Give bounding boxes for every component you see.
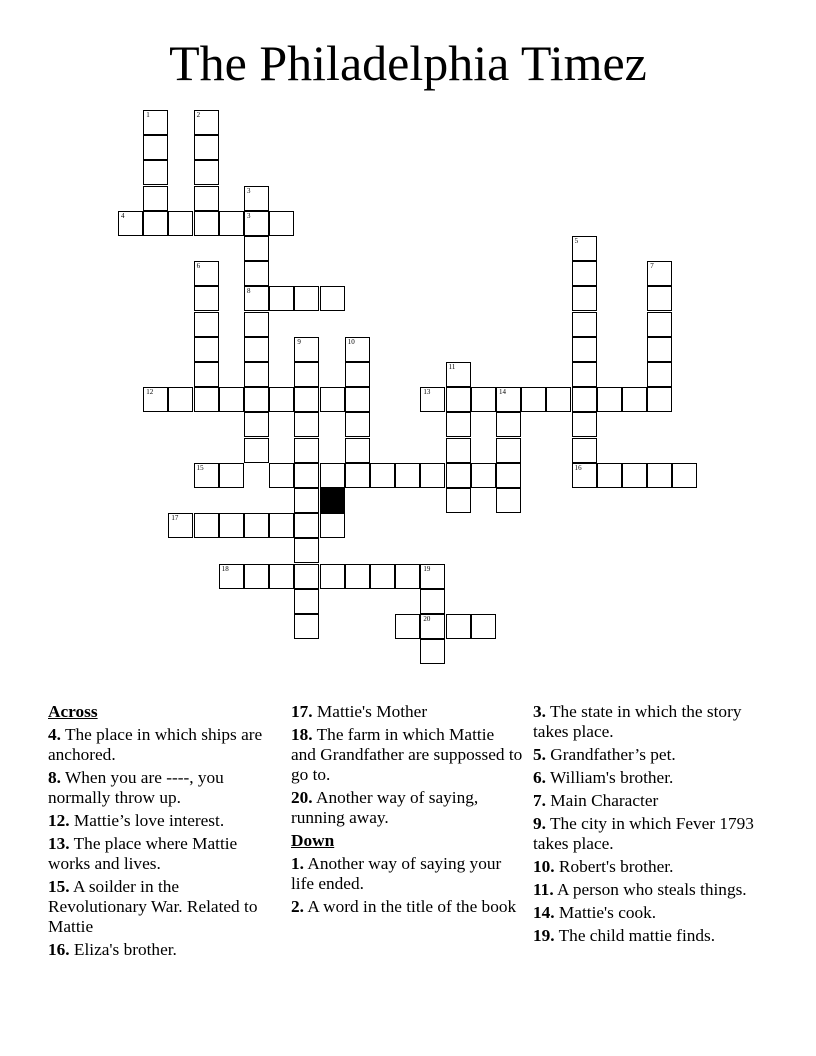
grid-cell[interactable] <box>572 312 597 337</box>
grid-cell[interactable] <box>294 412 319 437</box>
clue-text: The place in which ships are anchored. <box>48 725 263 764</box>
grid-cell[interactable] <box>647 312 672 337</box>
clue-number: 11 <box>448 363 456 371</box>
grid-cell[interactable] <box>446 438 471 463</box>
grid-cell[interactable] <box>446 463 471 488</box>
grid-cell[interactable] <box>622 463 647 488</box>
clue-item <box>533 768 773 788</box>
grid-cell[interactable] <box>597 463 622 488</box>
clue-number: 3 <box>247 211 251 220</box>
clue-number: 15 <box>196 463 204 472</box>
grid-cell[interactable] <box>496 488 521 513</box>
grid-cell[interactable] <box>420 387 445 412</box>
grid-cell[interactable] <box>194 211 219 236</box>
grid-cell[interactable] <box>546 387 571 412</box>
clue-item <box>533 880 773 900</box>
grid-cell[interactable] <box>572 438 597 463</box>
grid-cell[interactable] <box>471 387 496 412</box>
grid-cell[interactable] <box>294 564 319 589</box>
clue-text: Mattie’s love interest. <box>69 811 225 830</box>
grid-cell[interactable] <box>244 286 269 311</box>
grid-cell[interactable] <box>269 564 294 589</box>
clue-item <box>48 877 280 937</box>
grid-cell[interactable] <box>143 186 168 211</box>
grid-cell[interactable] <box>647 362 672 387</box>
clue-number-label: 4. <box>48 725 61 744</box>
grid-cell[interactable] <box>572 261 597 286</box>
grid-cell[interactable] <box>244 261 269 286</box>
grid-cell[interactable] <box>345 564 370 589</box>
grid-cell[interactable] <box>143 135 168 160</box>
grid-cell[interactable] <box>294 387 319 412</box>
grid-cell[interactable] <box>395 614 420 639</box>
clue-number-label: 6. <box>533 768 546 787</box>
clue-number-label: 9. <box>533 814 546 833</box>
grid-cell[interactable] <box>194 387 219 412</box>
grid-cell[interactable] <box>143 211 168 236</box>
grid-cell[interactable] <box>194 135 219 160</box>
clue-item <box>533 926 773 946</box>
clue-item <box>48 834 280 874</box>
grid-cell[interactable] <box>446 362 471 387</box>
grid-cell[interactable] <box>168 387 193 412</box>
clue-item <box>291 702 523 722</box>
grid-cell[interactable] <box>269 286 294 311</box>
clue-item <box>48 768 280 808</box>
clue-text: A soilder in the Revolutionary War. Related to Mattie <box>48 877 258 936</box>
grid-cell[interactable] <box>194 463 219 488</box>
clue-item <box>533 857 773 877</box>
clue-number: 4 <box>121 211 125 220</box>
clue-text: Mattie's cook. <box>554 903 657 922</box>
clue-number-label: 20. <box>291 788 313 807</box>
clue-number-label: 11. <box>533 880 554 899</box>
grid-cell[interactable] <box>647 261 672 286</box>
clue-item <box>291 788 523 828</box>
grid-cell[interactable] <box>294 438 319 463</box>
clue-number-label: 5. <box>533 745 546 764</box>
grid-cell[interactable] <box>118 211 143 236</box>
grid-cell[interactable] <box>194 160 219 185</box>
clue-item <box>291 725 523 785</box>
clue-number: 7 <box>650 262 654 271</box>
grid-cell[interactable] <box>294 463 319 488</box>
grid-cell[interactable] <box>420 589 445 614</box>
clue-number-label: 8. <box>48 768 61 787</box>
grid-cell[interactable] <box>244 438 269 463</box>
grid-cell[interactable] <box>572 236 597 261</box>
grid-cell[interactable] <box>320 564 345 589</box>
grid-cell[interactable] <box>395 463 420 488</box>
grid-cell[interactable] <box>345 463 370 488</box>
grid-cell[interactable] <box>168 513 193 538</box>
clue-item <box>533 702 773 742</box>
grid-cell[interactable] <box>521 387 546 412</box>
grid-cell[interactable] <box>446 387 471 412</box>
clue-text: A person who steals things. <box>553 880 747 899</box>
clue-number: 13 <box>423 388 431 397</box>
grid-cell[interactable] <box>294 362 319 387</box>
clue-text: The place where Mattie works and lives. <box>48 834 238 873</box>
clue-number: 2 <box>196 111 201 119</box>
clue-item <box>533 903 773 923</box>
clue-text: Eliza's brother. <box>69 940 177 959</box>
clues-column-1 <box>48 702 280 963</box>
clue-number-label: 17. <box>291 702 313 721</box>
clue-text: Robert's brother. <box>554 857 674 876</box>
grid-cell[interactable] <box>269 211 294 236</box>
down-heading: Down <box>291 831 335 850</box>
grid-cell[interactable] <box>194 362 219 387</box>
clue-number-label: 10. <box>533 857 555 876</box>
clue-number-label: 3. <box>533 702 546 721</box>
clue-number: 19 <box>423 564 431 573</box>
grid-cell[interactable] <box>572 337 597 362</box>
grid-cell[interactable] <box>194 110 219 135</box>
clue-number: 5 <box>574 237 579 245</box>
clue-number-label: 15. <box>48 877 70 896</box>
grid-cell[interactable] <box>420 614 445 639</box>
grid-cell[interactable] <box>143 110 168 135</box>
clue-number: 17 <box>171 514 179 523</box>
grid-cell[interactable] <box>244 513 269 538</box>
clue-number: 9 <box>297 337 301 346</box>
grid-cell[interactable] <box>294 538 319 563</box>
clue-number: 18 <box>221 564 229 573</box>
grid-cell[interactable] <box>194 186 219 211</box>
grid-cell[interactable] <box>496 412 521 437</box>
grid-cell[interactable] <box>647 463 672 488</box>
grid-cell[interactable] <box>244 236 269 261</box>
clue-text: Mattie's Mother <box>312 702 428 721</box>
clue-text: Main Character <box>545 791 659 810</box>
grid-cell[interactable] <box>320 513 345 538</box>
grid-cell[interactable] <box>194 513 219 538</box>
grid-cell[interactable] <box>496 438 521 463</box>
page-title: The Philadelphia Timez <box>169 35 647 91</box>
grid-cell[interactable] <box>194 312 219 337</box>
grid-cell[interactable] <box>647 286 672 311</box>
grid-cell[interactable] <box>244 211 269 236</box>
grid-cell[interactable] <box>345 387 370 412</box>
grid-cell[interactable] <box>320 387 345 412</box>
clue-number: 10 <box>347 337 355 346</box>
clue-text: Grandfather’s pet. <box>545 745 676 764</box>
clue-number: 6 <box>196 262 201 271</box>
clue-number: 16 <box>574 463 582 472</box>
grid-cell[interactable] <box>244 186 269 211</box>
grid-cell[interactable] <box>244 362 269 387</box>
grid-cell[interactable] <box>572 463 597 488</box>
grid-cell[interactable] <box>496 387 521 412</box>
grid-cell[interactable] <box>320 463 345 488</box>
grid-cell[interactable] <box>622 387 647 412</box>
grid-cell[interactable] <box>269 513 294 538</box>
clue-number-label: 12. <box>48 811 70 830</box>
grid-cell[interactable] <box>143 387 168 412</box>
clue-item <box>48 725 280 765</box>
grid-cell[interactable] <box>395 564 420 589</box>
grid-cell[interactable] <box>244 337 269 362</box>
grid-cell[interactable] <box>219 387 244 412</box>
grid-cell[interactable] <box>647 387 672 412</box>
grid-cell[interactable] <box>345 412 370 437</box>
grid-cell[interactable] <box>345 337 370 362</box>
clues-column-2 <box>291 702 523 920</box>
grid-cell[interactable] <box>244 412 269 437</box>
clue-number: 3 <box>247 186 251 195</box>
clue-number: 1 <box>146 111 150 119</box>
grid-cell[interactable] <box>370 564 395 589</box>
grid-cell[interactable] <box>294 614 319 639</box>
grid-cell[interactable] <box>294 286 319 311</box>
clue-item <box>48 940 280 960</box>
grid-cell[interactable] <box>194 261 219 286</box>
grid-cell[interactable] <box>219 463 244 488</box>
grid-cell[interactable] <box>345 362 370 387</box>
across-heading: Across <box>48 702 98 721</box>
grid-cell[interactable] <box>294 337 319 362</box>
grid-cell[interactable] <box>168 211 193 236</box>
grid-cell[interactable] <box>471 614 496 639</box>
clue-number-label: 7. <box>533 791 546 810</box>
grid-cell[interactable] <box>572 286 597 311</box>
grid-cell[interactable] <box>446 488 471 513</box>
clue-text: When you are ----, you normally throw up. <box>48 768 224 807</box>
clue-item <box>291 854 523 894</box>
clue-text: Another way of saying your life ended. <box>291 854 502 893</box>
grid-cell[interactable] <box>194 286 219 311</box>
grid-cell[interactable] <box>320 286 345 311</box>
clue-number-label: 18. <box>291 725 313 744</box>
grid-cell[interactable] <box>194 337 219 362</box>
grid-cell[interactable] <box>244 387 269 412</box>
blocked-cell <box>320 488 345 513</box>
clue-item <box>533 791 773 811</box>
clue-item <box>533 814 773 854</box>
clue-text: The child mattie finds. <box>554 926 716 945</box>
clue-text: The state in which the story takes place. <box>533 702 742 741</box>
clue-number: 8 <box>247 287 251 296</box>
grid-cell[interactable] <box>244 312 269 337</box>
grid-cell[interactable] <box>672 463 697 488</box>
grid-cell[interactable] <box>294 513 319 538</box>
clue-item <box>291 897 523 917</box>
grid-cell[interactable] <box>446 412 471 437</box>
clue-number-label: 13. <box>48 834 70 853</box>
clue-number: 14 <box>499 388 506 397</box>
clue-number-label: 19. <box>533 926 555 945</box>
grid-cell[interactable] <box>370 463 395 488</box>
grid-cell[interactable] <box>219 564 244 589</box>
grid-cell[interactable] <box>647 337 672 362</box>
clue-number: 20 <box>423 615 431 623</box>
grid-cell[interactable] <box>294 589 319 614</box>
clue-number: 12 <box>146 388 154 397</box>
grid-cell[interactable] <box>496 463 521 488</box>
grid-cell[interactable] <box>420 564 445 589</box>
clue-number-label: 16. <box>48 940 70 959</box>
grid-cell[interactable] <box>219 211 244 236</box>
grid-cell[interactable] <box>143 160 168 185</box>
grid-cell[interactable] <box>269 463 294 488</box>
clue-text: William's brother. <box>545 768 674 787</box>
clue-text: The city in which Fever 1793 takes place. <box>533 814 754 853</box>
grid-cell[interactable] <box>446 614 471 639</box>
clue-text: The farm in which Mattie and Grandfather are suppossed to go to. <box>291 725 523 784</box>
clue-number-label: 1. <box>291 854 304 873</box>
grid-cell[interactable] <box>572 362 597 387</box>
grid-cell[interactable] <box>244 564 269 589</box>
clue-item <box>533 745 773 765</box>
clue-number-label: 14. <box>533 903 555 922</box>
grid-cell[interactable] <box>572 387 597 412</box>
clue-text: Another way of saying, running away. <box>291 788 479 827</box>
grid-cell[interactable] <box>269 387 294 412</box>
grid-cell[interactable] <box>420 639 445 664</box>
grid-cell[interactable] <box>597 387 622 412</box>
grid-cell[interactable] <box>471 463 496 488</box>
grid-cell[interactable] <box>294 488 319 513</box>
clues-column-3 <box>533 702 773 949</box>
grid-cell[interactable] <box>219 513 244 538</box>
clue-text: A word in the title of the book <box>303 897 517 916</box>
clue-number-label: 2. <box>291 897 304 916</box>
grid-cell[interactable] <box>420 463 445 488</box>
grid-cell[interactable] <box>345 438 370 463</box>
clue-item <box>48 811 280 831</box>
grid-cell[interactable] <box>572 412 597 437</box>
